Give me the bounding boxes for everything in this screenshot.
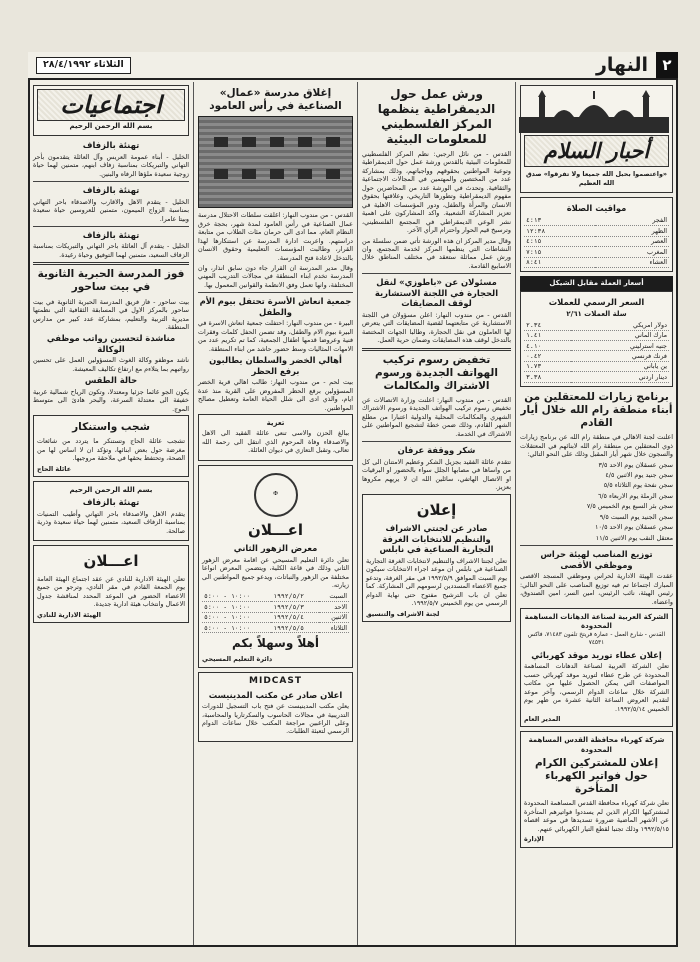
divider bbox=[33, 181, 189, 182]
midcast-ad bbox=[198, 672, 353, 742]
table-row: دولار امريكي ٢.٣٤ bbox=[526, 320, 667, 329]
notice-title: إعلان bbox=[416, 500, 457, 519]
ad-address: القدس - شارع العمل - عمارة فريتخ تلفون ٧١٤٨٣، فاكس ٧٤٥٣١ bbox=[527, 632, 666, 647]
list-item: سجن الجنيد يوم السبت ٩/٥ bbox=[599, 512, 673, 521]
notice-signature: الهيئة الادارية للنادي bbox=[37, 610, 101, 619]
flower-show-schedule bbox=[202, 592, 349, 634]
religious-box bbox=[520, 85, 673, 193]
curfew-headline: أهالي الخضر والسلطان يطالبون برفع الحظر bbox=[209, 355, 342, 376]
committee-body: القدس - من مندوب النهار: اعلن مسؤولان في اللجنة الاستشارية عن متابعتهما لقضية المضايقات التي يتعرض لها العاملون في نقل الحجارة، وطالبا الجهات المختصة بالتدخل لوقف هذه المضايقات وضمان حرية العمل. bbox=[362, 310, 511, 345]
prayer-times-title: مواقيت الصلاة bbox=[566, 203, 627, 214]
weather-body: يكون الجو غائما جزئيا ومعتدلا، وتكون الرياح شمالية غربية خفيفة الى معتدلة السرعة، والبحر هادئ الى متوسط الموج. bbox=[33, 387, 189, 413]
ad-heading: إعلان عطاء توريد موقد كهربائي bbox=[531, 649, 662, 660]
list-item: سجن الرملة يوم الاربعاء ٦/٥ bbox=[597, 491, 673, 500]
wedding-greeting-box bbox=[33, 481, 189, 541]
denunciation-signature: عائلة الحاج bbox=[37, 464, 72, 473]
table-row: الفجر ٤:١٣ bbox=[526, 216, 667, 225]
social-body: الخليل - أبناء عمومة العريس وآل العائلة يتقدمون بأحر التهاني والتبريكات بمناسبة زفاف ابنهم، متمنين لهما حياة زوجية سعيدة ملؤها الرفاه والبنين. bbox=[33, 152, 189, 178]
paint-company-ad bbox=[520, 608, 673, 727]
condolence-body: ببالغ الحزن والاسى تنعى عائلة الفقيد الى الاهل والاصدقاء وفاة المرحوم الذي انتقل الى رحمة الله تعالى، وتقبل التعازي في ديوان العائلة. bbox=[202, 429, 349, 455]
phone-fees-headline: تخفيض رسوم تركيب الهواتف الجديدة ورسوم الاشتراك والمكالمات bbox=[375, 353, 498, 392]
ad-signature: المدير العام bbox=[524, 714, 561, 723]
ad-signature: الإدارة bbox=[524, 835, 544, 844]
club-notice-box bbox=[33, 545, 189, 623]
divider bbox=[362, 273, 511, 274]
democracy-headline: ورش عمل حول الديمقراطية ينظمها المركز الفلسطيني للمعلومات البيئية bbox=[377, 87, 496, 146]
denunciation-title: شجب واستنكار bbox=[72, 421, 150, 434]
table-row: الثلاثاء ١٩٩٢/٥/٥ ١٠:٠٠ - ٥:٠٠ bbox=[204, 623, 347, 632]
unrwa-body: ناشد موظفو وكالة الغوث المسؤولين العمل على تحسين رواتبهم بما يتلاءم مع ارتفاع تكاليف المعيشة. bbox=[33, 356, 189, 373]
school-win-headline: فوز المدرسة الحبرية الثانوية في بيت ساحور bbox=[37, 268, 185, 294]
thanks-body: تتقدم عائلة الفقيد بجزيل الشكر وعظيم الامتنان الى كل من واساها في مصابها الجلل سواء بالحضور او البرقيات او الاتصال الهاتفي، سائلين الله ان لا يريهم مكروها بعزيز. bbox=[362, 457, 511, 492]
list-item: سجن نفحة يوم الثلاثاء ٥/٥ bbox=[603, 481, 673, 490]
staff-body: عقدت الهيئة الادارية لحراس وموظفي المسجد الاقصى المبارك اجتماعا تم فيه توزيع المناصب على النحو التالي: رئيس الهيئة، نائب الرئيس، امين السر، امين الصندوق، واعضاء. bbox=[520, 572, 673, 606]
social-section-title: اجتماعيات bbox=[37, 89, 185, 121]
ad-heading: اعلان صادر عن مكتب المدينيست bbox=[208, 689, 343, 700]
ad-heading: معرض الزهور الثاني bbox=[233, 543, 318, 554]
table-row: السبت ١٩٩٢/٥/٢ ١٠:٠٠ - ٥:٠٠ bbox=[204, 592, 347, 601]
column-3 bbox=[193, 82, 357, 945]
currency-box bbox=[520, 291, 673, 386]
list-item: سجن جنيد يوم الاثنين ٤/٥ bbox=[605, 471, 673, 479]
table-row: الاثنين ١٩٩٢/٥/٤ ١٠:٠٠ - ٥:٠٠ bbox=[204, 613, 347, 622]
list-item: سجن عسقلان يوم الاحد ٣/٥ bbox=[598, 460, 673, 469]
midcast-logo: MIDCAST bbox=[249, 675, 302, 686]
condolence-box bbox=[198, 414, 353, 461]
social-body: الخليل - يتقدم آل العائلة باحر التهاني والتبريكات بمناسبة الزفاف السعيد، متمنين لهما التوفيق وحياة رغيدة. bbox=[33, 242, 189, 259]
divider bbox=[198, 292, 353, 293]
flower-show-ad bbox=[198, 465, 353, 668]
table-row: ين ياباني ١.٧٣ bbox=[526, 362, 667, 371]
prayer-times-box bbox=[520, 197, 673, 272]
list-item: سجن عسقلان يوم الاحد ١٠/٥ bbox=[595, 523, 673, 532]
ad-welcome: أهلاً وسهلاً بكم bbox=[231, 636, 320, 651]
ad-body: تعلن دائرة التعليم المسيحي عن اقامة معرض الزهور الثاني وذلك في قاعة الكلية، ويتضمن المعرض انواعا مختلفة من الزهور والنباتات، ويدعو جميع المواطنين الى زيارته. bbox=[202, 555, 349, 590]
democracy-body-2: وقال مدير المركز ان هذه الورشة تأتي ضمن سلسلة من النشاطات التي ينظمها المركز لخدمة المجتمع، وان ورش عمل مماثلة ستعقد في مختلف المناطق خلال الاسابيع القادمة. bbox=[362, 236, 511, 270]
newspaper-name: النهار bbox=[595, 54, 648, 76]
school-closure-body: القدس - من مندوب النهار: اغلقت سلطات الاحتلال مدرسة عمال الصناعية في رأس العامود لمدة شهر، بحجة خرق النظام العام، مما ادى الى حرمان مئات الطلاب من متابعة دراستهم. واعربت ادارة المدرسة عن استنكارها لهذا القرار، وطالبت المؤسسات التعليمية وحقوق الانسان بالتدخل لاعادة فتح المدرسة. bbox=[198, 211, 353, 262]
visits-body: اعلنت لجنة الاهالي في منطقة رام الله عن برنامج زيارات ذوي المعتقلين من منطقة رام الله لابنائهم في المعتقلات والسجون خلال شهر أيار المقبل وذلك على النحو التالي: bbox=[520, 433, 673, 459]
school-closure-headline: إغلاق مدرسة «عمال» الصناعية في رأس العامود bbox=[209, 87, 342, 113]
social-body: الخليل - يتقدم الاهل والاقارب والاصدقاء باحر التهاني بمناسبة الزواج الميمون، متمنين للعروسين حياة سعيدة وبيتا عامرا. bbox=[33, 197, 189, 223]
list-item: سجن بئر السبع يوم الخميس ٧/٥ bbox=[586, 502, 673, 511]
divider bbox=[33, 262, 189, 265]
column-1 bbox=[515, 82, 677, 945]
ad-company-name: الشركة العربية لصناعة الدهانات المساهمة المحدودة bbox=[524, 612, 669, 631]
denunciation-body: تشجب عائلة الحاج وتستنكر ما يتردد من شائعات مغرضة حول بعض ابنائها، وتؤكد ان لا اساس لها من الصحة، وتحتفظ بحقها في ملاحقة مروجيها. bbox=[37, 437, 185, 463]
page-header bbox=[28, 52, 678, 80]
table-row: العشاء ٨:٤١ bbox=[526, 258, 667, 267]
table-row: جنيه استرليني ٤.١٠ bbox=[526, 341, 667, 350]
church-emblem-icon: ✠ bbox=[254, 473, 298, 517]
notice-body: تعلن لجنتا الاشراف والتنظيم لانتخابات الغرفة التجارية الصناعية في نابلس ان موعد اجراء الانتخابات سيكون يوم السبت الموافق ١٩٩٢/٥/٩ في مقر الغرفة، وتدعو جميع الاعضاء المسددين لرسومهم الى المشاركة. كما تعلن ان باب الترشيح مفتوح حتى نهاية الدوام الرسمي من يوم الخميس ١٩٩٢/٥/٧. bbox=[366, 556, 508, 608]
ad-text: تعلن شركة كهرباء محافظة القدس المساهمة المحدودة لمشتركيها الكرام الذين لم يسددوا فواتيرهم المتأخرة عن الاشهر الماضية ضرورة تسديدها في موعد اقصاه ١٩٩٢/٥/١٥ وذلك تجنبا لقطع التيار الكهربائي عنهم. bbox=[524, 799, 669, 833]
currency-bar: أسعار العملة مقابل الشيكل bbox=[520, 276, 673, 291]
ad-title: اعـــلان bbox=[248, 520, 303, 539]
divider bbox=[362, 441, 511, 442]
committee-headline: مسئولان عن «باطوزي» لنقل الحجارة في اللجنة الاستشارية لوقف المضايقات bbox=[374, 277, 499, 309]
notice-body: تعلن الهيئة الادارية للنادي عن عقد اجتماع الهيئة العامة يوم الجمعة القادم في مقر النادي، وترجو من جميع الاعضاء الحضور في الموعد المحدد لمناقشة جدول الاعمال وانتخاب هيئة ادارية جديدة. bbox=[37, 575, 185, 609]
notice-title: اعـــلان bbox=[83, 552, 139, 571]
table-row: المغرب ٧:١٥ bbox=[526, 247, 667, 256]
currency-title: السعر الرسمي للعملات bbox=[548, 297, 645, 308]
social-headline: تهنئة بالزفاف bbox=[82, 140, 140, 151]
denunciation-box bbox=[33, 415, 189, 477]
quran-quote: «واعتصموا بحبل الله جميعا ولا تفرقوا» صدق الله العظيم bbox=[525, 170, 668, 187]
column-4 bbox=[29, 82, 193, 945]
ad-body: يعلن مكتب المدينيست عن فتح باب التسجيل للدورات التدريبية في مجالات الحاسوب والسكرتاريا والمحاسبة، وعلى الراغبين مراجعة المكتب خلال ساعات الدوام الرسمي لتعبئة الطلبات. bbox=[202, 702, 349, 736]
divider bbox=[520, 545, 673, 546]
ad-text: تعلن الشركة العربية لصناعة الدهانات المساهمة المحدودة عن طرح عطاء لتوريد موقد كهربائي حسب المواصفات التي يمكن الحصول عليها من مكاتب الشركة خلال ساعات الدوام الرسمي، وآخر موعد لتقديم العروض الساعة الثانية عشرة من ظهر يوم الخميس ١٩٩٢/٥/١٤. bbox=[524, 662, 669, 713]
wedding-title: تهنئة بالزفاف bbox=[82, 497, 140, 508]
democracy-body: القدس - من نائل الرجبي: نظم المركز الفلسطيني للمعلومات البيئية بالقدس ورشة عمل حول الديمقراطية وتوعية المواطنين بحقوقهم وواجباتهم، وذلك بمشاركة عدد من المختصين والمهتمين في المجالات الاجتماعية والثقافية. وتحدث في الورشة عدد من المحاضرين حول مفهوم الديمقراطية وتطورها التاريخي، وعلاقتها بحقوق الانسان والمرأة والطفل، ودور المؤسسات الاهلية في تعزيز المشاركة الشعبية. واكد المشاركون على اهمية نشر الوعي الديمقراطي في المجتمع الفلسطيني، وترسيخ قيم الحوار واحترام الرأي الآخر. bbox=[362, 150, 511, 235]
curfew-body: بيت لحم - من مندوب النهار: طالب اهالي قرية الخضر المسؤولين برفع الحظر المفروض على القرية منذ عدة ايام، والذي ادى الى شلل الحياة العامة وتعطيل مصالح المواطنين. bbox=[198, 378, 353, 412]
divider bbox=[362, 348, 511, 351]
page-number: ٢ bbox=[656, 52, 678, 78]
table-row: مارك الماني ١.٤١ bbox=[526, 331, 667, 340]
wedding-body: يتقدم الاهل والاصدقاء باحر التهاني وأطيب التمنيات بمناسبة الزفاف السعيد، متمنين لهما حياة سعيدة وذرية صالحة. bbox=[37, 509, 185, 535]
basmala: بسم الله الرحمن الرحيم bbox=[69, 486, 153, 495]
social-section-banner bbox=[33, 85, 189, 136]
ad-heading: إعلان للمشتركين الكرام حول فواتير الكهرباء المتأخرة bbox=[534, 756, 659, 796]
divider bbox=[33, 226, 189, 227]
table-row: العصر ٤:١٥ bbox=[526, 237, 667, 246]
mosque-skyline-icon bbox=[519, 89, 669, 133]
issue-date: الثلاثاء ٢٨/٤/١٩٩٢ bbox=[36, 57, 131, 74]
weather-headline: حالة الطقس bbox=[84, 375, 138, 386]
table-row: فرنك فرنسي ٠.٤٢ bbox=[526, 351, 667, 360]
table-row: الظهر ١٢:٣٨ bbox=[526, 226, 667, 235]
school-building-photo bbox=[198, 116, 353, 208]
visits-headline: برنامج زيارات للمعتقلين من أبناء منطقة رام الله خلال أيار القادم bbox=[520, 390, 673, 430]
table-row: دينار اردني ٣.٣٨ bbox=[526, 372, 667, 381]
social-headline: تهنئة بالزفاف bbox=[82, 229, 140, 240]
basmala: بسم الله الرحمن الرحيم bbox=[69, 122, 153, 130]
religious-logo: أحبار السلام bbox=[524, 135, 669, 167]
notice-heading: صادر عن لجنتي الاشراف والتنظيم للانتخابات الغرفة التجارية الصناعية في نابلس bbox=[379, 523, 494, 555]
ad-signature: دائرة التعليم المسيحي bbox=[202, 655, 273, 664]
table-row: الاحد ١٩٩٢/٥/٣ ١٠:٠٠ - ٥:٠٠ bbox=[204, 602, 347, 611]
social-headline: تهنئة بالزفاف bbox=[82, 185, 140, 196]
notice-signature: لجنة الاشراف والتنسيق bbox=[366, 609, 440, 618]
list-item: معتقل النقب يوم الاثنين ١١/٥ bbox=[595, 533, 673, 542]
ad-company-name: شركة كهرباء محافظة القدس المساهمة المحدودة bbox=[528, 736, 665, 754]
phone-fees-body: القدس - من مندوب النهار: اعلنت وزارة الاتصالات عن تخفيض رسوم تركيب الهواتف الجديدة ورسوم الاشتراك الشهري والمكالمات المحلية والدولية اعتبارا من مطلع الشهر القادم، وذلك ضمن خطة لتشجيع المواطنين على الاشتراك في الخدمة. bbox=[362, 396, 511, 438]
electric-company-ad bbox=[520, 731, 673, 847]
currency-table bbox=[524, 320, 669, 383]
condolence-title: تعزية bbox=[266, 418, 285, 427]
school-win-body: بيت ساحور - فاز فريق المدرسة الحبرية الثانوية في بيت ساحور بالمركز الاول في المسابقة الثقافية التي نظمتها مديرية التربية والتعليم، بمشاركة عدد كبير من مدارس المنطقة. bbox=[33, 297, 189, 331]
currency-subtitle: سلة العملات ٢/٦١ bbox=[566, 309, 627, 318]
unrwa-headline: مناشدة لتحسين رواتب موظفي الوكالة bbox=[46, 333, 176, 354]
staff-headline: توزيع المناصب لهيئة حراس وموظفي الأقصى bbox=[540, 549, 653, 570]
school-closure-body-2: وقال مدير المدرسة ان القرار جاء دون سابق انذار، وان المدرسة تخدم ابناء المنطقة في مجالات التدريب المهني المختلفة، وانها تعمل وفق الانظمة والقوانين المعمول بها. bbox=[198, 263, 353, 289]
mother-day-body: البيرة - من مندوب النهار: احتفلت جمعية انعاش الاسرة في البيرة بيوم الام والطفل، وقد تضمن الحفل كلمات وفقرات فنية وعروضا قدمها اطفال الجمعية، كما تم تكريم عدد من الامهات المثاليات وسط حضور حاشد من ابناء المنطقة. bbox=[198, 319, 353, 353]
prayer-times-table bbox=[524, 216, 669, 268]
chamber-election-notice bbox=[362, 494, 511, 622]
mother-day-headline: جمعية انعاش الأسرة تحتفل بيوم الأم والطفل bbox=[199, 296, 352, 317]
thanks-headline: شكر ووقفة عرفان bbox=[397, 445, 476, 456]
column-2 bbox=[357, 82, 515, 945]
